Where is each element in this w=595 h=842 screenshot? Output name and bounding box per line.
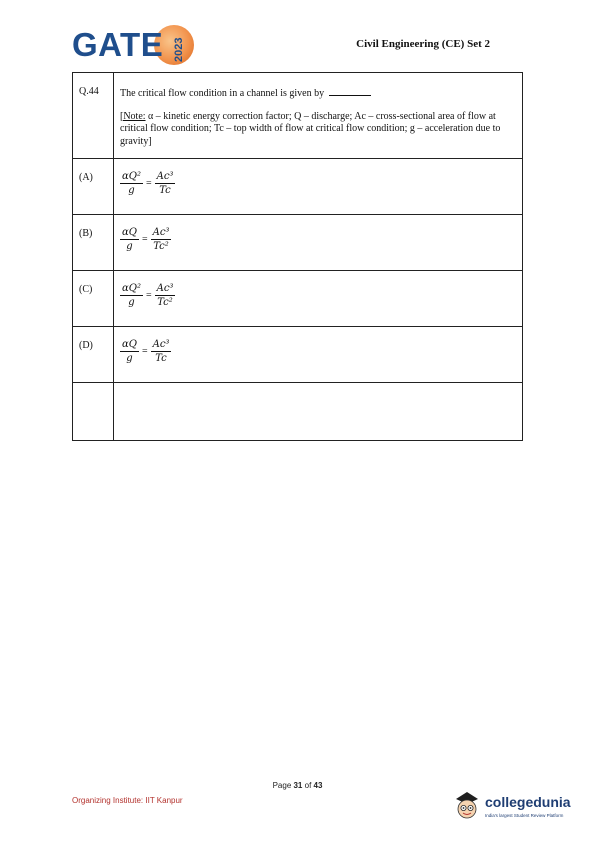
page-number: Page 31 of 43 xyxy=(272,781,323,790)
option-label: (B) xyxy=(73,215,114,271)
note-text: α – kinetic energy correction factor; Q – discharge; Ac – cross-sectional area of flow at critical flow condition; Tc – top width of flow at critical flow condition; g – acceleration due to gravity] xyxy=(120,110,501,147)
option-label: (C) xyxy=(73,271,114,327)
question-row xyxy=(73,73,523,159)
option-formula: $\frac{\alpha Q}{g}$ = $\frac{\text{Ac³}}{\text{Tc²}}$ xyxy=(114,215,523,271)
brand-name: collegedunia xyxy=(485,794,571,810)
note-label: [Note: xyxy=(120,110,146,122)
question-body xyxy=(114,73,523,159)
option-row-d[interactable] xyxy=(73,327,523,383)
question-stem: The critical flow condition in a channel is given by xyxy=(120,86,516,101)
collegedunia-logo xyxy=(452,788,570,828)
gate-logo xyxy=(72,22,192,70)
answer-blank xyxy=(329,86,371,96)
option-label: (A) xyxy=(73,159,114,215)
answer-label-cell xyxy=(73,383,114,441)
question-table xyxy=(72,72,523,441)
paper-title: Civil Engineering (CE) Set 2 xyxy=(356,38,490,50)
mascot-icon xyxy=(452,790,482,822)
option-label: (D) xyxy=(73,327,114,383)
question-number: Q.44 xyxy=(73,73,114,159)
option-formula: $\frac{\text{αQ²}}{g}$ = $\frac{\text{Ac³}}{\text{Tc²}}$ xyxy=(114,271,523,327)
answer-cell xyxy=(114,383,523,441)
answer-row xyxy=(73,383,523,441)
option-row-a[interactable] xyxy=(73,159,523,215)
gate-logo-text: GATE xyxy=(72,26,164,63)
brand-tagline: India's largest Student Review Platform xyxy=(485,813,564,818)
option-row-b[interactable] xyxy=(73,215,523,271)
organizing-institute: Organizing Institute: IIT Kanpur xyxy=(72,796,183,805)
gate-logo-year: 2023 xyxy=(173,37,185,62)
option-formula: $\frac{\text{αQ²}}{g}$ = $\frac{\text{Ac³}}{Tc}$ xyxy=(114,159,523,215)
option-formula: $\frac{\alpha Q}{g}$ = $\frac{\text{Ac³}}{Tc}$ xyxy=(114,327,523,383)
option-row-c[interactable] xyxy=(73,271,523,327)
question-note xyxy=(120,111,516,149)
